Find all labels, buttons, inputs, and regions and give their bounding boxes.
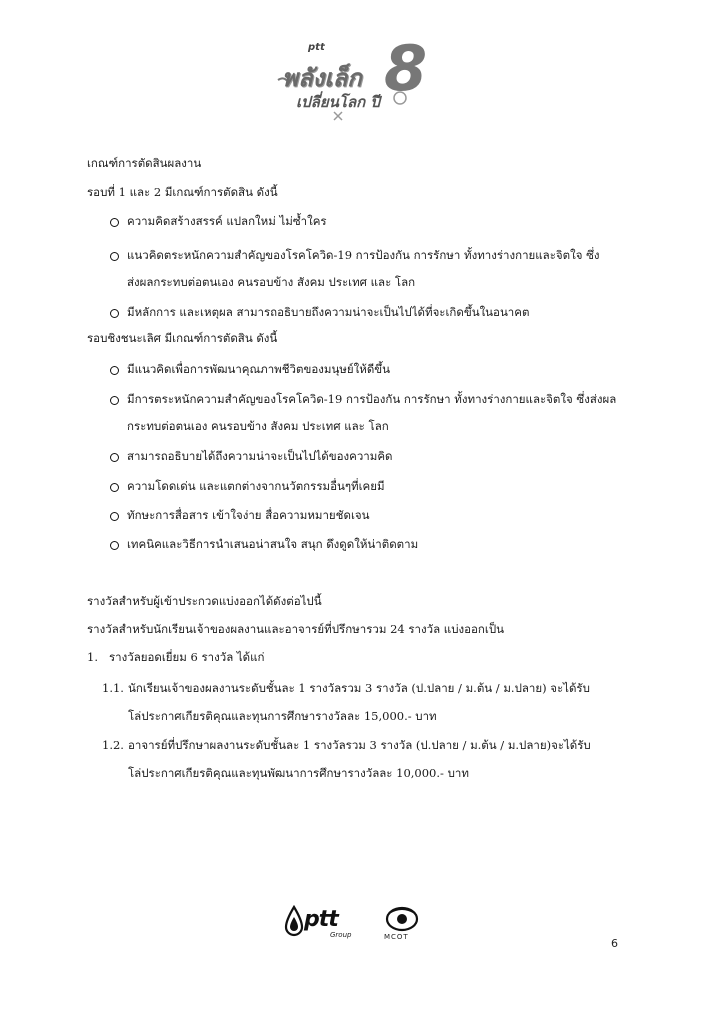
bullet-icon (110, 366, 119, 375)
award-sub-item: อาจารย์ที่ปรึกษาผลงานระดับชั้นละ 1 รางวัลรวม 3 รางวัล (ป.ปลาย / ม.ต้น / ม.ปลาย)จะได้รับ (128, 738, 591, 752)
mcot-logo-text: MCOT (384, 933, 409, 941)
sub-list-number: 1.1. (102, 681, 124, 695)
final-item: เทคนิคและวิธีการนำเสนอน่าสนใจ สนุก ดึงดูดให้น่าติดตาม (127, 537, 419, 551)
round12-item: แนวคิดตระหนักความสำคัญของโรคโควิด-19 การป้องกัน การรักษา ทั้งทางร่างกายและจิตใจ ซึ่ง (127, 248, 600, 262)
bullet-icon (110, 453, 119, 462)
sub-list-number: 1.2. (102, 738, 124, 752)
bullet-icon (110, 218, 119, 227)
criteria-heading: เกณฑ์การตัดสินผลงาน (87, 156, 202, 170)
contest-logo (272, 30, 428, 125)
final-item: มีแนวคิดเพื่อการพัฒนาคุณภาพชีวิตของมนุษย์ให้ดีขึ้น (127, 362, 391, 376)
bullet-icon (110, 309, 119, 318)
bullet-icon (110, 541, 119, 550)
final-item: มีการตระหนักความสำคัญของโรคโควิด-19 การป้องกัน การรักษา ทั้งทางร่างกายและจิตใจ ซึ่งส่งผล (127, 392, 617, 406)
logo-title-line1: พลังเล็ก (282, 64, 362, 92)
bullet-icon (110, 512, 119, 521)
awards-intro: รางวัลสำหรับผู้เข้าประกวดแบ่งออกได้ดังต่อไปนี้ (87, 594, 322, 608)
round12-item: ความคิดสร้างสรรค์ แปลกใหม่ ไม่ซ้ำใคร (127, 214, 327, 228)
award-sub-item-cont: โล่ประกาศเกียรติคุณและทุนการศึกษารางวัลละ 15,000.- บาท (128, 709, 437, 723)
logo-ptt-text: ptt (308, 42, 325, 53)
mcot-eye-icon (384, 905, 420, 933)
award-item: รางวัลยอดเยี่ยม 6 รางวัล ได้แก่ (109, 650, 265, 664)
bullet-icon (110, 396, 119, 405)
logo-number: 8 (384, 32, 428, 105)
final-item: ความโดดเด่น และแตกต่างจากนวัตกรรมอื่นๆที่เคยมี (127, 479, 385, 493)
logo-title-line2: เปลี่ยนโลก ปี (296, 93, 380, 111)
awards-intro-detail: รางวัลสำหรับนักเรียนเจ้าของผลงานและอาจารย์ที่ปรึกษารวม 24 รางวัล แบ่งออกเป็น (87, 622, 504, 636)
footer-logos (284, 905, 444, 945)
bullet-icon (110, 483, 119, 492)
page-number: 6 (611, 937, 618, 950)
ptt-group-text: Group (330, 931, 352, 939)
award-sub-item: นักเรียนเจ้าของผลงานระดับชั้นละ 1 รางวัลรวม 3 รางวัล (ป.ปลาย / ม.ต้น / ม.ปลาย) จะได้รับ (128, 681, 590, 695)
round12-item-cont: ส่งผลกระทบต่อตนเอง คนรอบข้าง สังคม ประเทศ และ โลก (127, 275, 416, 289)
round12-heading: รอบที่ 1 และ 2 มีเกณฑ์การตัดสิน ดังนี้ (87, 185, 278, 199)
final-round-heading: รอบชิงชนะเลิศ มีเกณฑ์การตัดสิน ดังนี้ (87, 331, 278, 345)
round12-item: มีหลักการ และเหตุผล สามารถอธิบายถึงความน่าจะเป็นไปได้ที่จะเกิดขึ้นในอนาคต (127, 305, 530, 319)
award-sub-item-cont: โล่ประกาศเกียรติคุณและทุนพัฒนาการศึกษารางวัลละ 10,000.- บาท (128, 766, 469, 780)
ptt-flame-icon (284, 905, 304, 937)
final-item-cont: กระทบต่อตนเอง คนรอบข้าง สังคม ประเทศ และ โลก (127, 419, 389, 433)
bullet-icon (110, 252, 119, 261)
list-number: 1. (87, 650, 98, 664)
final-item: สามารถอธิบายได้ถึงความน่าจะเป็นไปได้ของความคิด (127, 449, 393, 463)
ptt-logo-text: ptt (304, 907, 338, 932)
final-item: ทักษะการสื่อสาร เข้าใจง่าย สื่อความหมายชัดเจน (127, 508, 370, 522)
